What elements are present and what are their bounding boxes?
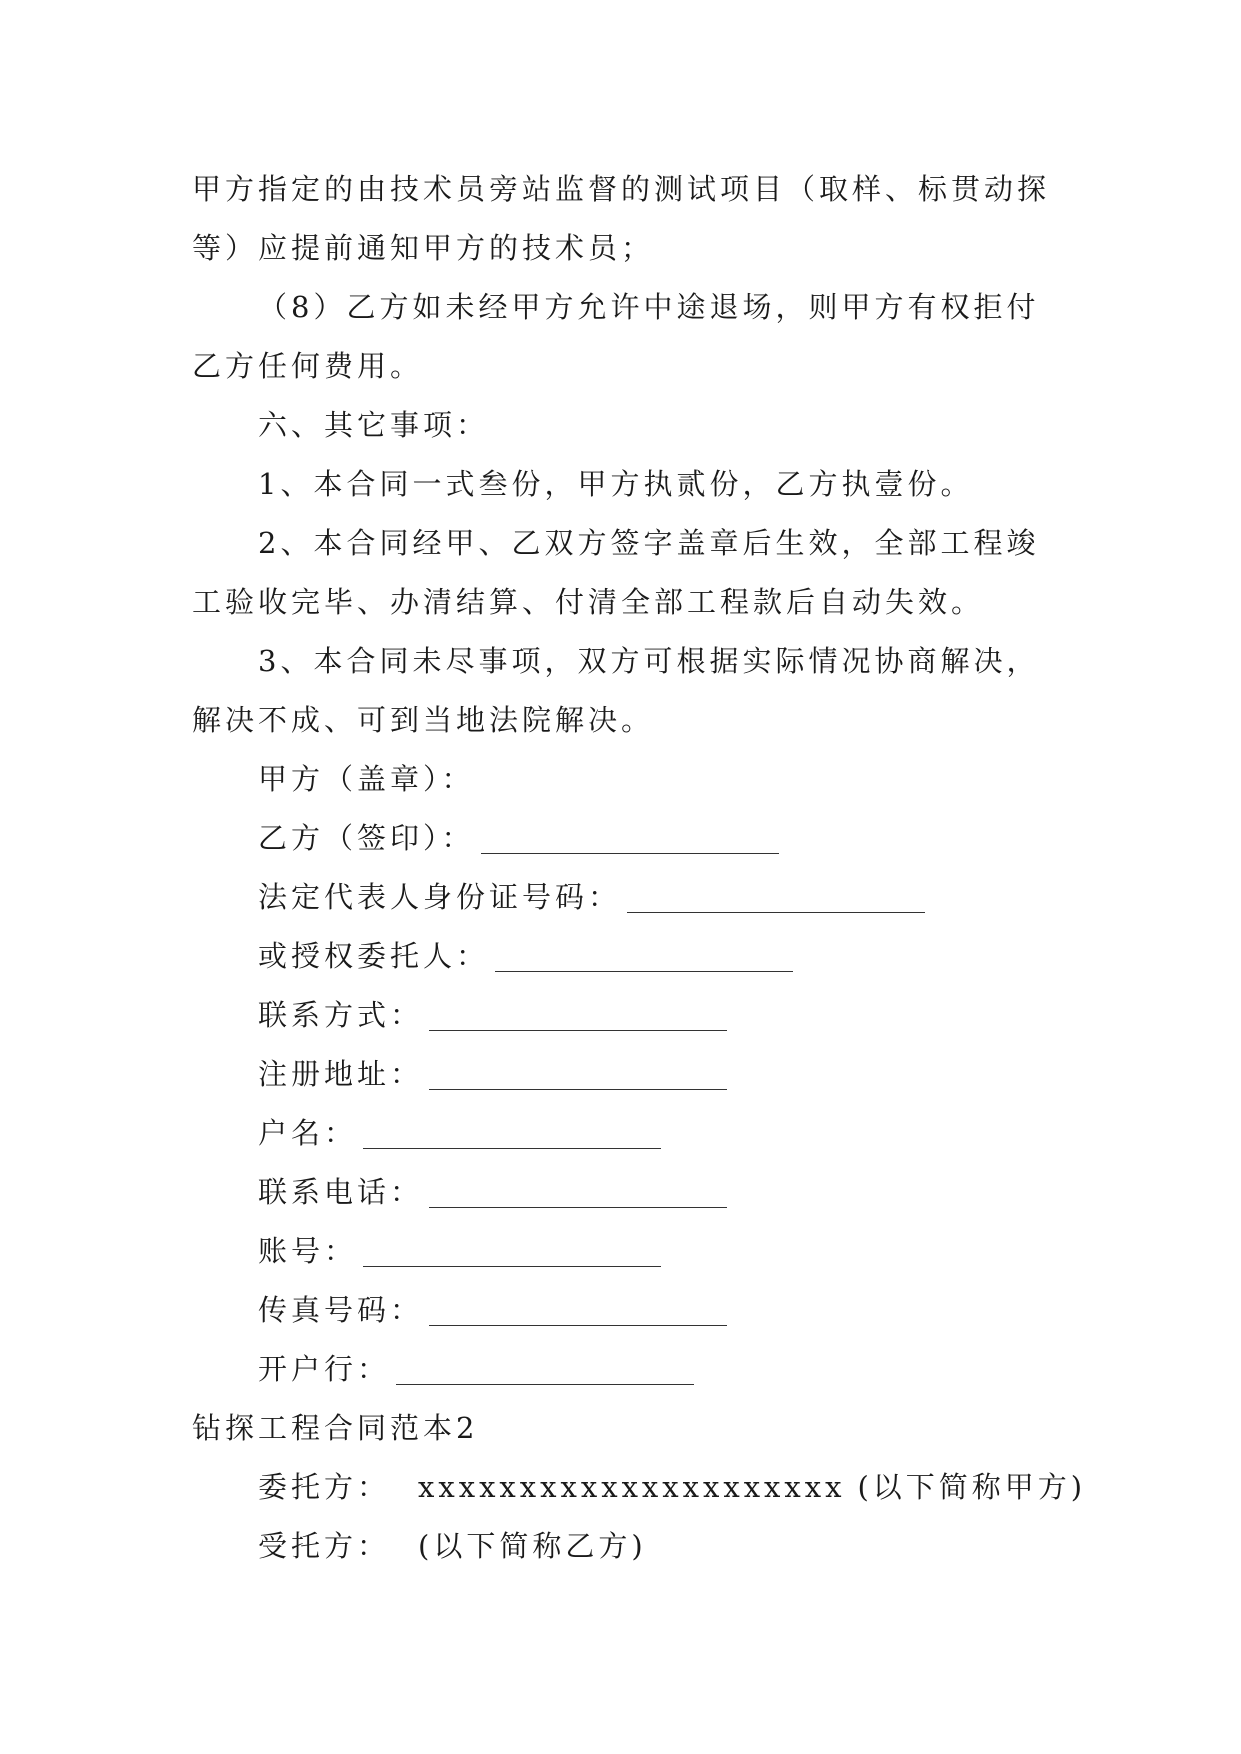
phone-field[interactable] [429, 1177, 727, 1208]
account-name-label: 户名： [258, 1116, 358, 1150]
paragraph-line: 工验收完毕、办清结算、付清全部工程款后自动失效。 [192, 585, 985, 619]
legal-rep-id-field[interactable] [627, 882, 925, 913]
fax-label: 传真号码： [258, 1293, 424, 1327]
account-name-field[interactable] [363, 1118, 661, 1149]
account-no-label: 账号： [258, 1234, 358, 1268]
paragraph-line: 等）应提前通知甲方的技术员； [192, 231, 655, 265]
phone-row [192, 1163, 1052, 1222]
contact-field[interactable] [429, 1000, 727, 1031]
fax-field[interactable] [429, 1295, 727, 1326]
party-b-sign-label: 乙方（签印）： [258, 821, 475, 855]
paragraph-line: 解决不成、可到当地法院解决。 [192, 703, 655, 737]
party-a-seal-label [192, 750, 1052, 809]
bank-field[interactable] [396, 1354, 694, 1385]
document-page [192, 160, 1087, 1576]
client-value: xxxxxxxxxxxxxxxxxxxxx [418, 1470, 846, 1504]
account-no-field[interactable] [363, 1236, 661, 1267]
party-b-sign-row [192, 809, 1052, 868]
paragraph-line: 乙方任何费用。 [192, 349, 424, 383]
phone-label: 联系电话： [258, 1175, 424, 1209]
legal-rep-id-row [192, 868, 1052, 927]
account-no-row [192, 1222, 1052, 1281]
paragraph-line: 甲方指定的由技术员旁站监督的测试项目（取样、标贯动探 [192, 172, 1051, 206]
authorized-row [192, 927, 1052, 986]
legal-rep-id-label: 法定代表人身份证号码： [258, 880, 622, 914]
contact-row [192, 986, 1052, 1045]
client-note: (以下简称甲方) [857, 1470, 1087, 1504]
party-b-sign-field[interactable] [481, 823, 779, 854]
address-label: 注册地址： [258, 1057, 424, 1091]
bank-row [192, 1340, 1052, 1399]
client-label: 委托方： [258, 1470, 391, 1504]
section-heading: 六、其它事项： [258, 408, 490, 442]
account-name-row [192, 1104, 1052, 1163]
contractor-row [192, 1517, 1052, 1576]
party-a-seal-text: 甲方（盖章）： [258, 762, 475, 796]
client-row [192, 1458, 1087, 1517]
bank-label: 开户行： [258, 1352, 391, 1386]
address-field[interactable] [429, 1059, 727, 1090]
contact-label: 联系方式： [258, 998, 424, 1032]
paragraph-line: （8）乙方如未经甲方允许中途退场，则甲方有权拒付 [258, 290, 1040, 324]
authorized-label: 或授权委托人： [258, 939, 490, 973]
contractor-note: (以下简称乙方) [418, 1529, 647, 1563]
clause-2: 2、本合同经甲、乙双方签字盖章后生效，全部工程竣 [258, 526, 1040, 560]
clause-3: 3、本合同未尽事项，双方可根据实际情况协商解决， [258, 644, 1040, 678]
clause-1: 1、本合同一式叁份，甲方执贰份，乙方执壹份。 [258, 467, 974, 501]
address-row [192, 1045, 1052, 1104]
authorized-field[interactable] [495, 941, 793, 972]
contractor-label: 受托方： [258, 1529, 391, 1563]
section-title: 钻探工程合同范本2 [192, 1411, 479, 1445]
fax-row [192, 1281, 1052, 1340]
